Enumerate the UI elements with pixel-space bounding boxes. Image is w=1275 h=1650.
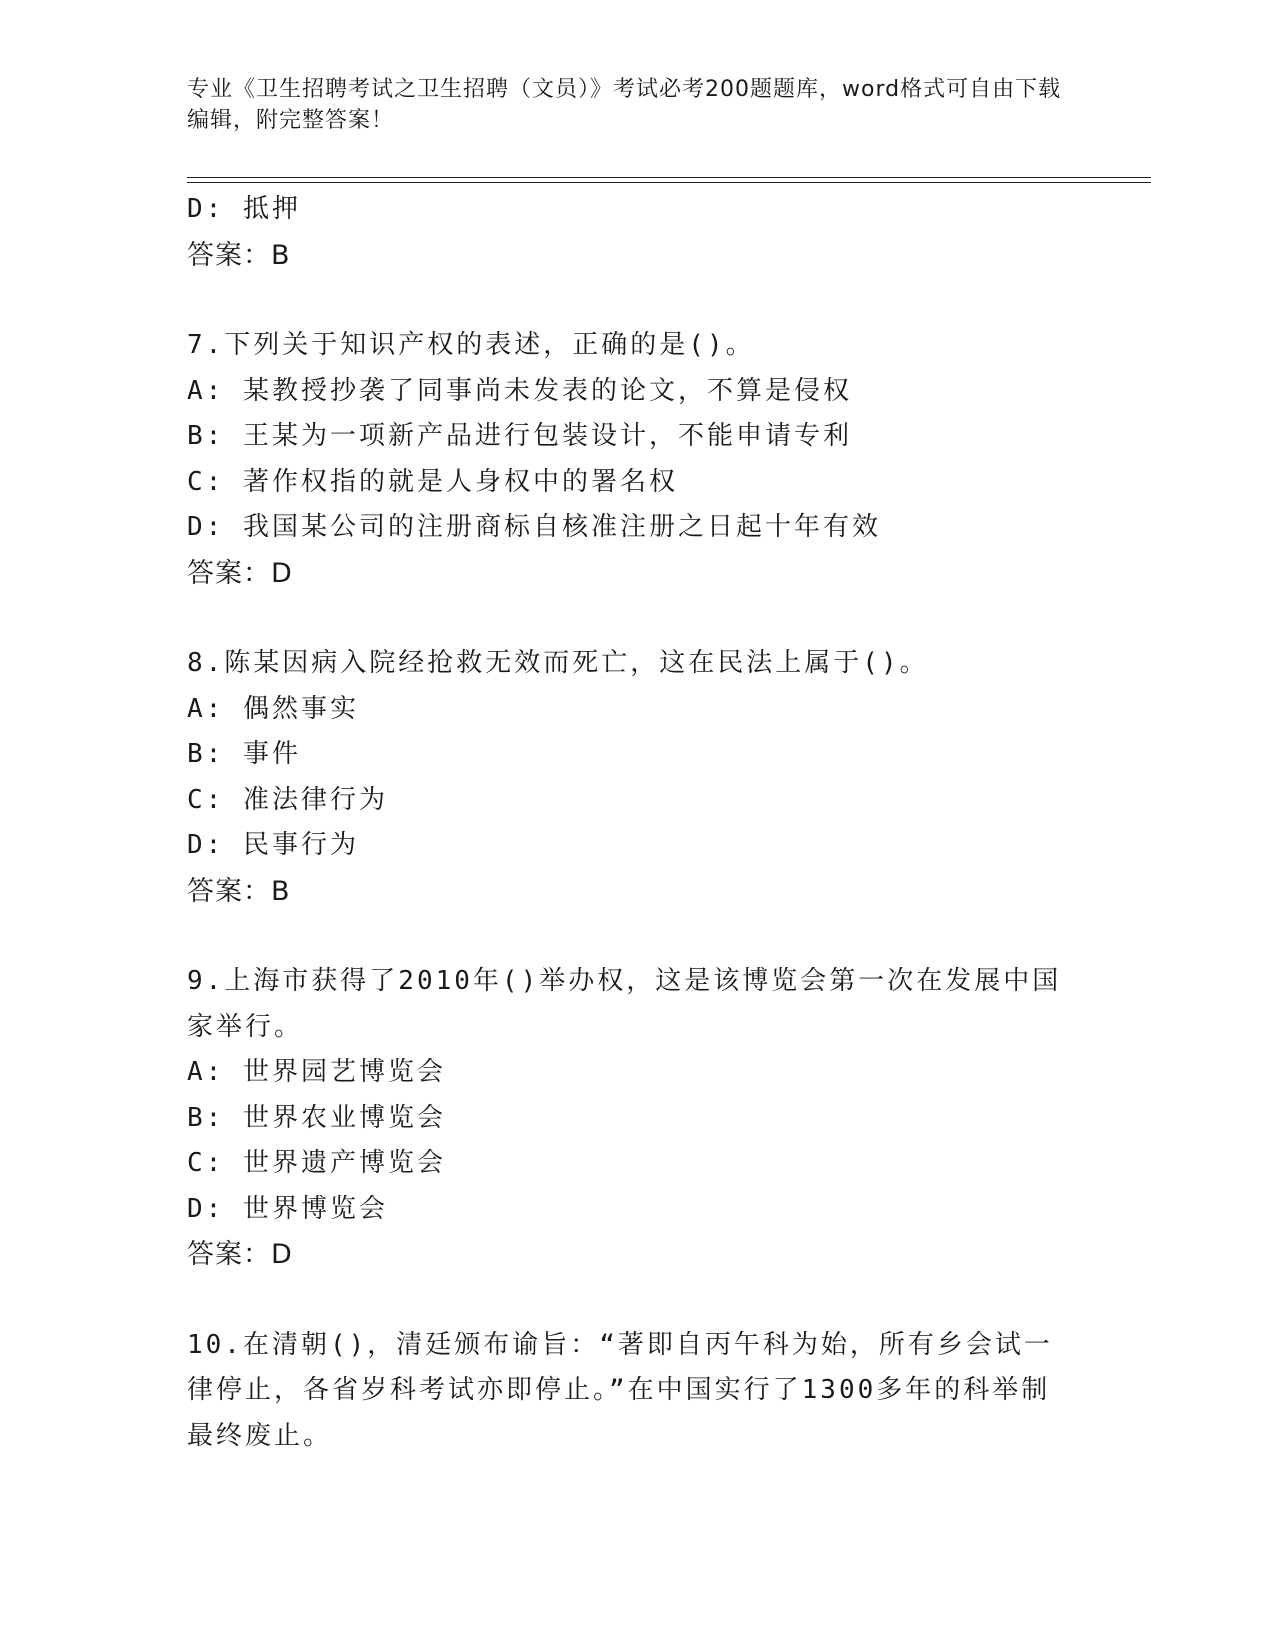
option-b: B: 世界农业博览会 [187, 1102, 446, 1133]
option-a: A: 某教授抄袭了同事尚未发表的论文，不算是侵权 [187, 375, 852, 406]
option-d: D: 世界博览会 [187, 1193, 388, 1224]
answer: 答案：D [187, 1239, 293, 1270]
option-d: D: 民事行为 [187, 830, 359, 860]
question-8 [187, 641, 1087, 914]
option-a: A: 世界园艺博览会 [187, 1057, 446, 1087]
question-stem: 7.下列关于知识产权的表述，正确的是()。 [187, 330, 755, 360]
question-10 [187, 1323, 1087, 1460]
header-divider-top [187, 177, 1151, 178]
prev-option-d: D: 抵押 [187, 194, 301, 224]
option-b: B: 王某为一项新产品进行包装设计，不能申请专利 [187, 421, 852, 451]
answer: 答案：B [187, 875, 291, 907]
question-7 [187, 323, 1087, 596]
option-a: A: 偶然事实 [187, 693, 359, 724]
document-header: 专业《卫生招聘考试之卫生招聘（文员）》考试必考200题题库，word格式可自由下载编辑，附完整答案！ [187, 77, 1062, 133]
option-d: D: 我国某公司的注册商标自核准注册之日起十年有效 [187, 512, 881, 542]
question-list [187, 187, 1087, 1459]
header-divider-bottom [187, 182, 1151, 183]
option-b: B: 事件 [187, 739, 301, 769]
question-stem: 10.在清朝()，清廷颁布谕旨：“著即自丙午科为始，所有乡会试一律停止，各省岁科考试亦即停止。”在中国实行了1300多年的科举制最终废止。 [187, 1329, 1053, 1451]
option-c: C: 准法律行为 [187, 784, 388, 815]
prev-answer: 答案：B [187, 239, 291, 271]
option-c: C: 著作权指的就是人身权中的署名权 [187, 466, 678, 497]
option-c: C: 世界遗产博览会 [187, 1148, 446, 1178]
question-9 [187, 959, 1087, 1278]
question-stem: 8.陈某因病入院经抢救无效而死亡，这在民法上属于()。 [187, 648, 929, 678]
answer: 答案：D [187, 557, 293, 589]
question-stem: 9.上海市获得了2010年()举办权，这是该博览会第一次在发展中国家举行。 [187, 966, 1062, 1042]
